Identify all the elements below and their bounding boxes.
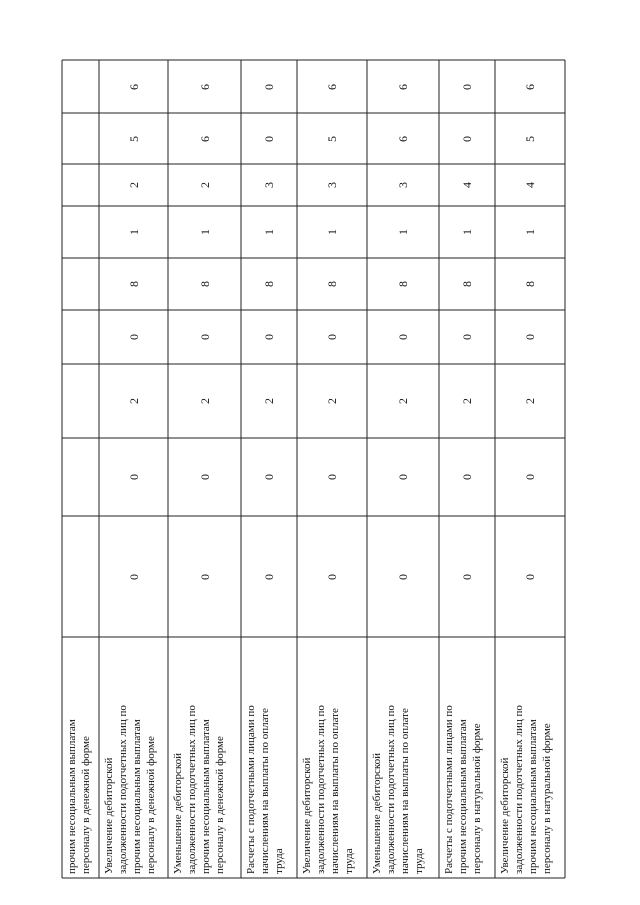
cell-value: 0 bbox=[523, 474, 537, 480]
cell-value: 0 bbox=[523, 573, 537, 580]
cell-value: 2 bbox=[197, 398, 212, 404]
cell-value: 0 bbox=[325, 474, 339, 480]
cell-value: 1 bbox=[262, 229, 276, 235]
cell-value: 0 bbox=[197, 334, 212, 340]
row-label: Увеличение дебиторской задолженности подотчетных лиц по прочим несоциальным выплатам персоналу в денежной форме bbox=[103, 705, 157, 874]
cell-value: 6 bbox=[325, 83, 339, 90]
cell-value: 2 bbox=[396, 398, 410, 404]
cell-value: 1 bbox=[523, 229, 537, 235]
cell-value: 5 bbox=[325, 135, 339, 142]
cell-value: 2 bbox=[325, 398, 339, 404]
cell-value: 0 bbox=[396, 334, 410, 340]
cell-value: 3 bbox=[396, 182, 410, 188]
cell-value: 1 bbox=[197, 229, 212, 235]
cell-value: 6 bbox=[523, 83, 537, 90]
cell-value: 0 bbox=[126, 474, 141, 480]
cell-value: 0 bbox=[126, 573, 141, 580]
cell-value: 0 bbox=[262, 334, 276, 340]
cell-value: 1 bbox=[325, 229, 339, 235]
cell-value: 8 bbox=[523, 281, 537, 287]
cell-value: 2 bbox=[126, 182, 141, 188]
cell-value: 1 bbox=[460, 229, 474, 235]
cell-value: 1 bbox=[126, 229, 141, 235]
cell-value: 2 bbox=[262, 398, 276, 404]
cell-value: 8 bbox=[197, 281, 212, 287]
cell-value: 0 bbox=[460, 334, 474, 340]
cell-value: 0 bbox=[396, 573, 410, 580]
row-label: Уменьшение дебиторской задолженности подотчетных лиц по начислениям на выплаты по оплате труда bbox=[371, 705, 425, 874]
row-label: Расчеты с подотчетными лицами по прочим несоциальным выплатам персоналу в натуральной форме bbox=[443, 705, 483, 874]
cell-value: 6 bbox=[396, 83, 410, 90]
cell-value: 2 bbox=[460, 398, 474, 404]
cell-value: 0 bbox=[197, 474, 212, 480]
cell-value: 5 bbox=[126, 135, 141, 142]
row-label: Увеличение дебиторской задолженности подотчетных лиц по прочим несоциальным выплатам персоналу в натуральной форме bbox=[499, 705, 553, 874]
cell-value: 6 bbox=[197, 83, 212, 90]
cell-value: 6 bbox=[126, 83, 141, 90]
cell-value: 4 bbox=[460, 182, 474, 188]
cell-value: 3 bbox=[262, 182, 276, 188]
row-label: прочим несоциальным выплатам персоналу в денежной форме bbox=[66, 719, 92, 874]
cell-value: 2 bbox=[126, 398, 141, 404]
cell-value: 6 bbox=[396, 135, 410, 142]
cell-value: 0 bbox=[126, 334, 141, 340]
cell-value: 8 bbox=[460, 281, 474, 287]
cell-value: 0 bbox=[262, 573, 276, 580]
cell-value: 0 bbox=[197, 573, 212, 580]
cell-value: 0 bbox=[460, 83, 474, 90]
cell-value: 0 bbox=[325, 334, 339, 340]
cell-value: 4 bbox=[523, 182, 537, 188]
cell-value: 0 bbox=[460, 573, 474, 580]
cell-value: 0 bbox=[460, 135, 474, 142]
cell-value: 2 bbox=[197, 182, 212, 188]
cell-value: 3 bbox=[325, 182, 339, 188]
cell-value: 0 bbox=[460, 474, 474, 480]
cell-value: 5 bbox=[523, 135, 537, 142]
cell-value: 8 bbox=[325, 281, 339, 287]
cell-value: 2 bbox=[523, 398, 537, 404]
row-label: Уменьшение дебиторской задолженности подотчетных лиц по прочим несоциальным выплатам персоналу в денежной форме bbox=[172, 705, 226, 874]
cell-value: 8 bbox=[396, 281, 410, 287]
row-label: Увеличение дебиторской задолженности подотчетных лиц по начислениям на выплаты по оплате труда bbox=[301, 705, 355, 874]
cell-value: 8 bbox=[262, 281, 276, 287]
cell-value: 0 bbox=[262, 83, 276, 90]
cell-value: 0 bbox=[396, 474, 410, 480]
cell-value: 0 bbox=[523, 334, 537, 340]
cell-value: 8 bbox=[126, 281, 141, 287]
cell-value: 1 bbox=[396, 229, 410, 235]
cell-value: 0 bbox=[262, 474, 276, 480]
cell-value: 6 bbox=[197, 135, 212, 142]
cell-value: 0 bbox=[262, 135, 276, 142]
cell-value: 0 bbox=[325, 573, 339, 580]
row-label: Расчеты с подотчетными лицами по начислениям на выплаты по оплате труда bbox=[245, 705, 285, 874]
